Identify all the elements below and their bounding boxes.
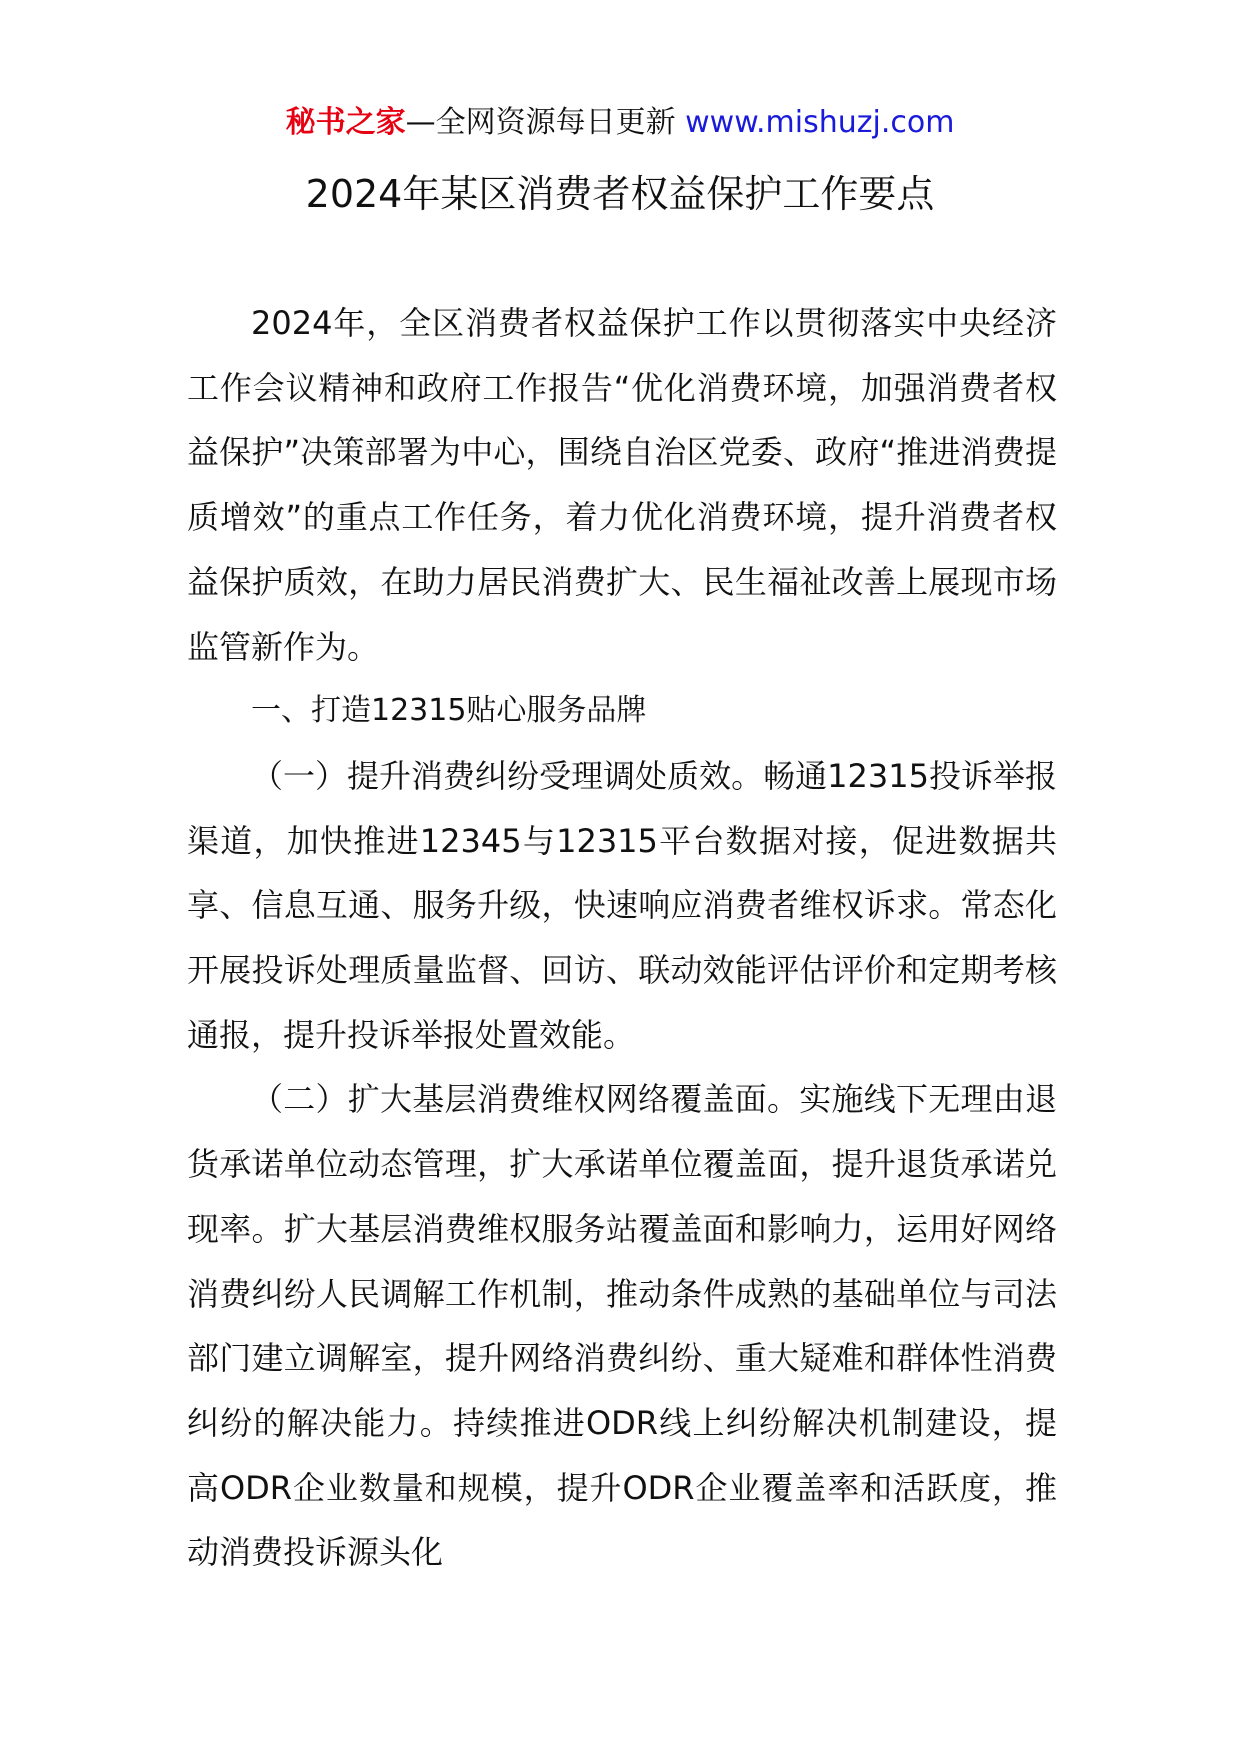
document-title: 2024年某区消费者权益保护工作要点 [305, 172, 935, 216]
site-url-link[interactable]: www.mishuzj.com [685, 105, 955, 140]
section1-item-1: （一）提升消费纠纷受理调处质效。畅通12315投诉举报渠道，加快推进12345与12315平台数据对接，促进数据共享、信息互通、服务升级，快速响应消费者维权诉求。常态化开展投诉处理质量监督、回访、联动效能评估评价和定期考核通报，提升投诉举报处置效能。 [187, 756, 1057, 1054]
document-body [187, 291, 1057, 1585]
brand-name: 秘书之家 [285, 105, 406, 140]
site-header [0, 100, 1240, 146]
intro-paragraph: 2024年，全区消费者权益保护工作以贯彻落实中央经济工作会议精神和政府工作报告“优化消费环境，加强消费者权益保护”决策部署为中心，围绕自治区党委、政府“推进消费提质增效”的重点工作任务，着力优化消费环境，提升消费者权益保护质效，在助力居民消费扩大、民生福祉改善上展现市场监管新作为。 [187, 304, 1057, 666]
section1-item-2: （二）扩大基层消费维权网络覆盖面。实施线下无理由退货承诺单位动态管理，扩大承诺单位覆盖面，提升退货承诺兑现率。扩大基层消费维权服务站覆盖面和影响力，运用好网络消费纠纷人民调解工作机制，推动条件成熟的基础单位与司法部门建立调解室，提升网络消费纠纷、重大疑难和群体性消费纠纷的解决能力。持续推进ODR线上纠纷解决机制建设，提高ODR企业数量和规模，提升ODR企业覆盖率和活跃度，推动消费投诉源头化 [187, 1080, 1057, 1572]
section-heading-1: 一、打造12315贴心服务品牌 [251, 693, 647, 729]
header-tagline: —全网资源每日更新 [405, 105, 676, 140]
